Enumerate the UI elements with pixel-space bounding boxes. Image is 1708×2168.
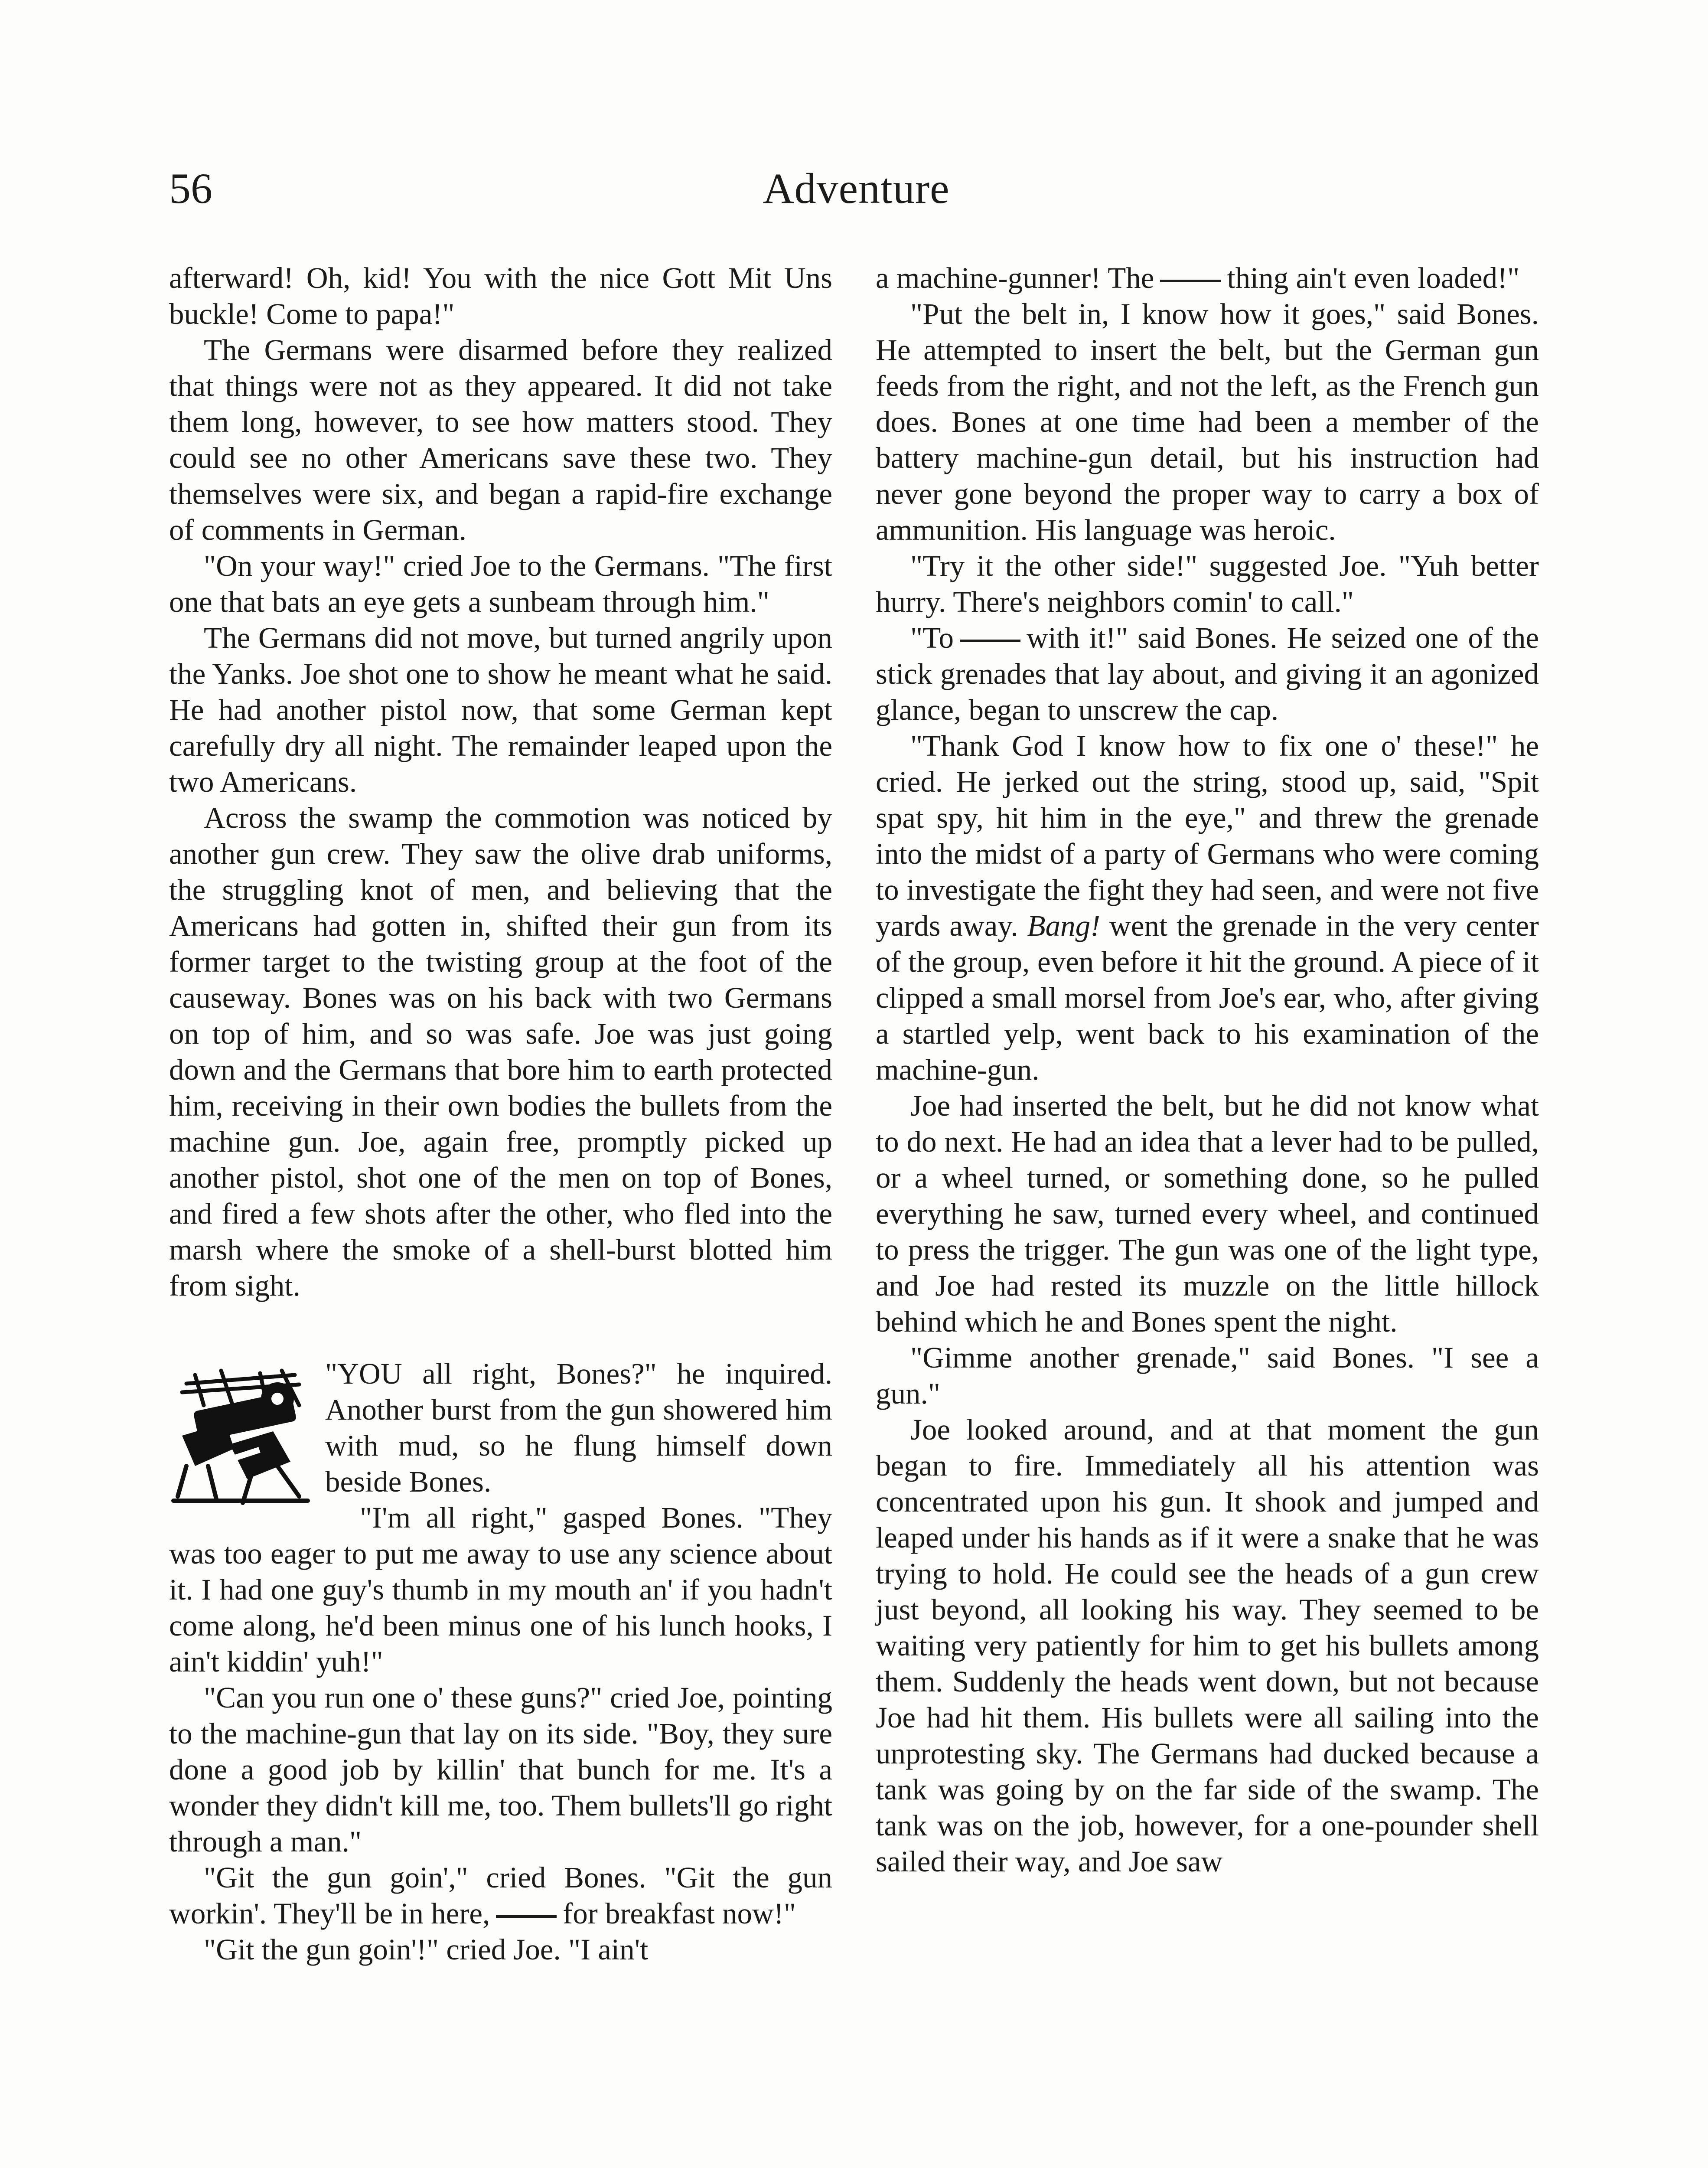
paragraph: "Git the gun goin'!" cried Joe. "I ain't (204, 1933, 649, 1966)
paragraph-text: a machine-gunner! The (876, 261, 1154, 294)
paragraph: "Try it the other side!" suggested Joe. "Yuh better hurry. There's neighbors comin' to call." (876, 549, 1539, 618)
paragraph: afterward! Oh, kid! You with the nice Gott Mit Uns buckle! Come to papa!" (169, 261, 832, 330)
em-dash (496, 1915, 557, 1918)
paragraph-text: with it!" said Bones. He seized one of the stick grenades that lay about, and giving it an agonized glance, began to unscrew the cap. (876, 621, 1539, 726)
paragraph: Across the swamp the commotion was noticed by another gun crew. They saw the olive drab uniforms, the struggling knot of men, and believing that the Americans had gotten in, shifted their gun from its former target to the twisting group at the foot of the causeway. Bones was on his back with two Germans on top of him, and so was safe. Joe was just going down and the Germans that bore him to earth protected him, receiving in their own bodies the bullets from the machine gun. Joe, again free, promptly picked up another pistol, shot one of the men on top of Bones, and fired a few shots after the other, who fled into the marsh where the smoke of a shell-burst blotted him from sight. (169, 801, 832, 1302)
paragraph-text: went the grenade in the very center of the group, even before it hit the ground. A piece of it clipped a small morsel from Joe's ear, who, after giving a startled yelp, went back to his examination of the machine-gun. (876, 909, 1539, 1086)
paragraph: The Germans were disarmed before they realized that things were not as they appeared. It did not take them long, however, to see how matters stood. They could see no other Americans save these two. They themselves were six, and began a rapid-fire exchange of comments in German. (169, 333, 832, 546)
paragraph: The Germans did not move, but turned angrily upon the Yanks. Joe shot one to show he meant what he said. He had another pistol now, that some German kept carefully dry all night. The remainder leaped upon the two Americans. (169, 621, 832, 798)
machine-gun-illustration-icon (169, 1358, 312, 1507)
paragraph: Joe looked around, and at that moment the gun began to fire. Immediately all his attention was concentrated upon his gun. It shook and jumped and leaped under his hands as if it were a snake that he was trying to hold. He could see the heads of a gun crew just beyond, all looking his way. They seemed to be waiting very patiently for him to get his bullets among them. Suddenly the heads went down, but not because Joe had hit them. His bullets were all sailing into the unprotesting sky. The Germans had ducked because a tank was going by on the far side of the swamp. The tank was on the job, however, for a one-pounder shell sailed their way, and Joe saw (876, 1413, 1539, 1878)
paragraph (876, 620, 1539, 728)
paragraph: Joe had inserted the belt, but he did not know what to do next. He had an idea that a lever had to be pulled, or a wheel turned, or something done, so he pulled everything he saw, turned every wheel, and continued to press the trigger. The gun was one of the light type, and Joe had rested its muzzle on the little hillock behind which he and Bones spent the night. (876, 1089, 1539, 1338)
paragraph: "Gimme another grenade," said Bones. "I see a gun." (876, 1341, 1539, 1410)
paragraph-text: thing ain't even loaded!" (1227, 261, 1520, 294)
paragraph-text: "Thank God I know how to fix one o' these!" he cried. He jerked out the string, stood up, said, "Spit spat spy, hit him in the eye," and threw the grenade into the midst of a party of Germans who were coming to investigate the fight they had seen, and were not five yards away. (876, 729, 1539, 942)
paragraph-text: "Git the gun goin'," cried Bones. "Git the gun workin'. They'll be in here, (169, 1861, 832, 1930)
paragraph-text: "To (910, 621, 954, 654)
right-column (876, 260, 1539, 1880)
page-header (169, 160, 1543, 230)
paragraph: "Can you run one o' these guns?" cried Joe, pointing to the machine-gun that lay on its side. "Boy, they sure done a good job by killin' that bunch for me. It's a wonder they didn't kill me, too. Them bullets'll go right through a man." (169, 1681, 832, 1858)
section-opening-paragraph (169, 1356, 832, 1500)
paragraph (876, 728, 1539, 1088)
page-number: 56 (169, 164, 212, 212)
emphasis: Bang! (1027, 909, 1101, 942)
left-column (169, 260, 832, 1968)
paragraph: "Put the belt in, I know how it goes," said Bones. He attempted to insert the belt, but the German gun feeds from the right, and not the left, as the French gun does. Bones at one time had been a member of the battery machine-gun detail, but his instruction had never gone beyond the proper way to carry a box of ammunition. His language was heroic. (876, 297, 1539, 546)
paragraph (876, 260, 1539, 296)
paragraph-text: for breakfast now!" (563, 1897, 796, 1930)
em-dash (960, 640, 1020, 642)
em-dash (1160, 280, 1221, 282)
paragraph (169, 1860, 832, 1932)
running-title: Adventure (763, 164, 950, 212)
paragraph: "I'm all right," gasped Bones. "They was too eager to put me away to use any science about it. I had one guy's thumb in my mouth an' if you hadn't come along, he'd been minus one of his lunch hooks, I ain't kiddin' yuh!" (169, 1501, 832, 1678)
section-break (169, 1304, 832, 1356)
paragraph-text: "YOU all right, Bones?" he inquired. Another burst from the gun showered him with mud, so he flung himself down beside Bones. (325, 1357, 832, 1498)
paragraph: "On your way!" cried Joe to the Germans. "The first one that bats an eye gets a sunbeam through him." (169, 549, 832, 618)
